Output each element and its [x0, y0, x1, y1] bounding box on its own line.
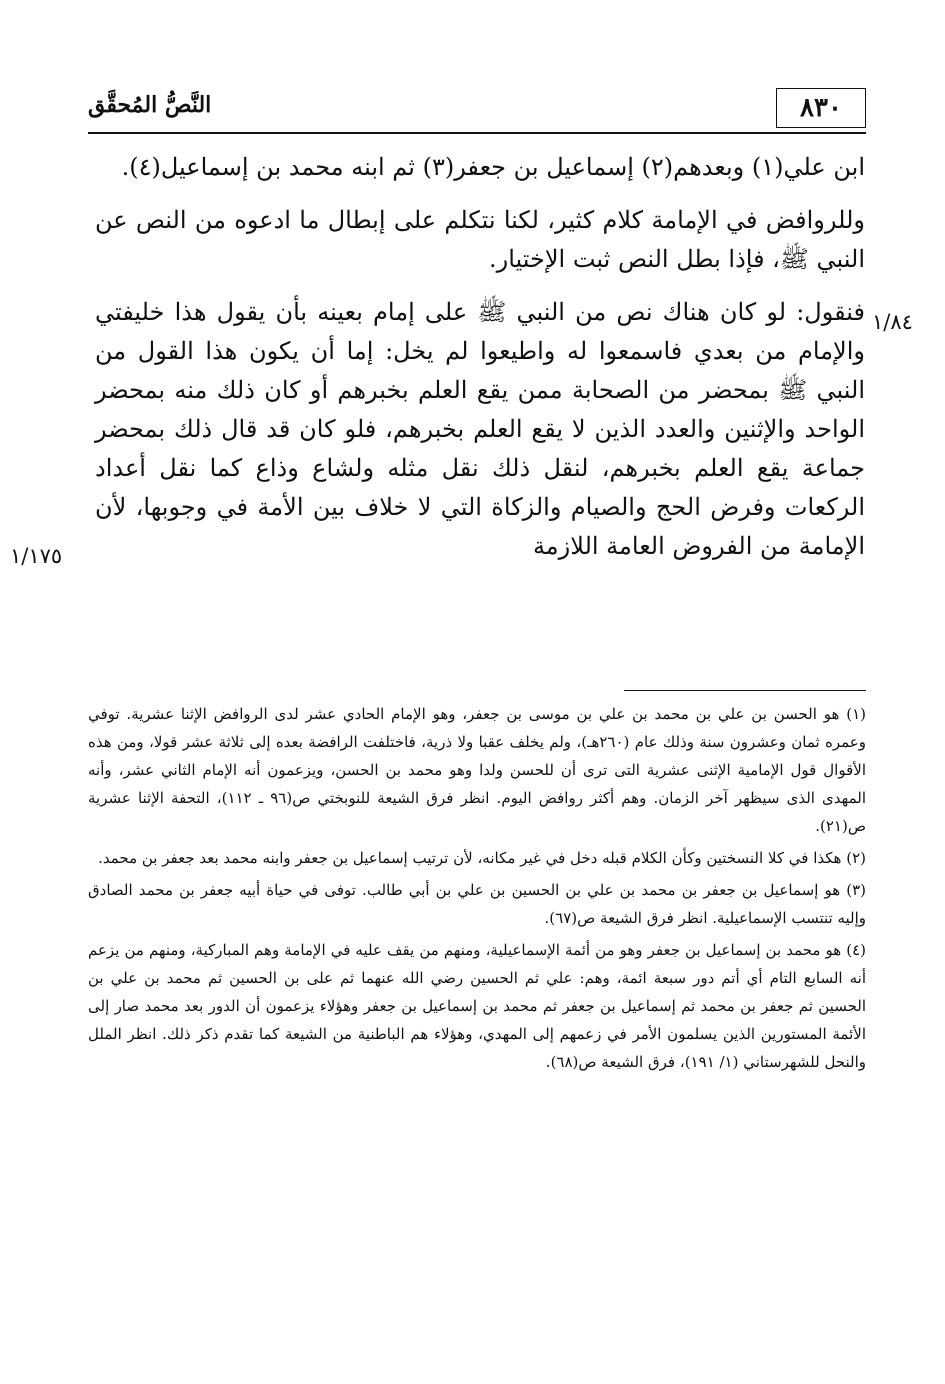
footnotes	[88, 700, 866, 1080]
body-paragraph: ابن علي(١) وبعدهم(٢) إسماعيل بن جعفر(٣) ثم ابنه محمد بن إسماعيل(٤).	[121, 153, 865, 181]
main-text	[95, 148, 865, 566]
footnote: (٢) هكذا في كلا النسختين وكأن الكلام قبله دخل في غير مكانه، لأن ترتيب إسماعيل بن جعفر وابنه محمد بعد جعفر بن محمد.	[98, 849, 866, 867]
header-rule	[88, 132, 866, 134]
running-title: النَّصُّ المُحقَّق	[88, 92, 212, 118]
body-paragraph: وللروافض في الإمامة كلام كثير، لكنا نتكلم على إبطال ما ادعوه من النص عن النبي ﷺ، فإذا بطل النص ثبت الإختيار.	[95, 206, 865, 273]
page-number: ٨٣٠	[776, 88, 866, 128]
footnote-separator	[624, 690, 866, 691]
footnote: (٤) هو محمد بن إسماعيل بن جعفر وهو من أئمة الإسماعيلية، ومنهم من يقف عليه في الإمامة وهم المباركية، ومنهم من يزعم أنه السابع التام أي أتم دور سبعة ائمة، وهم: علي ثم الحسين رضي الله عنهما ثم على بن الحسين ثم محمد بن علي بن الحسين ثم جعفر بن محمد ثم إسماعيل بن جعفر ثم محمد بن إسماعيل بن جعفر وهؤلاء يزعمون أن الدور بعد محمد صار إلى الأئمة المستورين الذين يسلمون الأمر في زعمهم إلى المهدي، وهؤلاء هم الباطنية من الشيعة كما تقدم ذكر ذلك. انظر الملل والنحل للشهرستاني (١/ ١٩١)، فرق الشيعة ص(٦٨).	[88, 941, 866, 1071]
footnote: (١) هو الحسن بن علي بن محمد بن علي بن موسى بن جعفر، وهو الإمام الحادي عشر لدى الروافض الإثنا عشرية. توفي وعمره ثمان وعشرون سنة وذلك عام (٢٦٠هـ)، ولم يخلف عقبا ولا ذرية، فاختلفت الرافضة بعده إلى ثلاثة عشر قولا، ومن هذه الأقوال قول الإمامية الإثنى عشرية التى ترى أن للحسن ولدا وهو محمد بن الحسن، ويزعمون أنه الإمام الثاني عشر، وأنه المهدى الذى سيظهر آخر الزمان. وهم أكثر روافض اليوم. انظر فرق الشيعة للنوبختي ص(٩٦ ـ ١١٢)، التحفة الإثنا عشرية ص(٢١).	[88, 705, 866, 835]
body-paragraph: فنقول: لو كان هناك نص من النبي ﷺ على إمام بعينه بأن يقول هذا خليفتي والإمام من بعدي فاسمعوا له واطيعوا لم يخل: إما أن يكون هذا القول من النبي ﷺ بمحضر من الصحابة ممن يقع العلم بخبرهم أو كان ذلك منه بمحضر الواحد والإثنين والعدد الذين لا يقع العلم بخبرهم، فلو كان قد قال ذلك بمحضر جماعة يقع العلم بخبرهم، لنقل ذلك نقل مثله ولشاع وذاع كما نقل أعداد الركعات وفرض الحج والصيام والزكاة التي لا خلاف بين الأمة في وجوبها، لأن الإمامة من الفروض العامة اللازمة	[95, 298, 865, 560]
margin-note-folio-175: ١/١٧٥	[10, 544, 63, 568]
margin-note-folio-84: ١/٨٤	[872, 310, 913, 334]
footnote: (٣) هو إسماعيل بن جعفر بن محمد بن علي بن الحسين بن علي بن أبي طالب. توفى في حياة أبيه جعفر بن محمد الصادق وإليه تنتسب الإسماعيلية. انظر فرق الشيعة ص(٦٧).	[88, 881, 866, 927]
